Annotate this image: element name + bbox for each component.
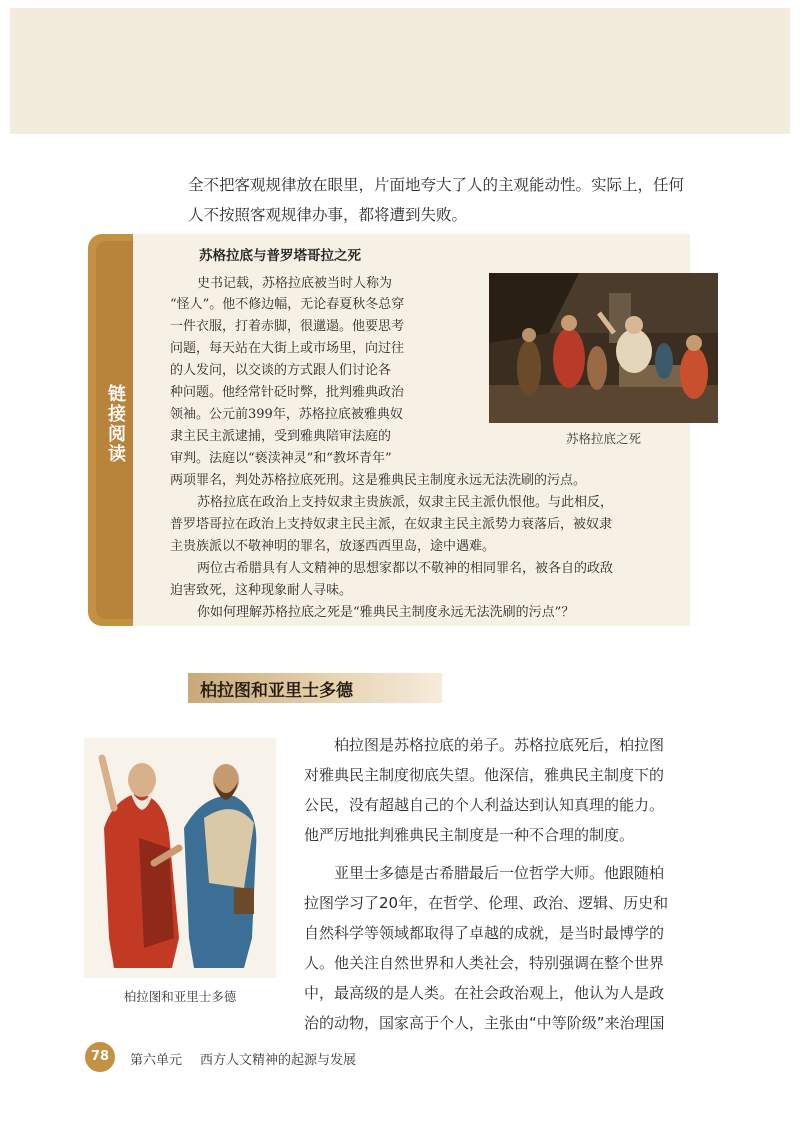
main-line: 他严厉地批判雅典民主制度是一种不合理的制度。: [304, 826, 635, 844]
main-line: 公民，没有超越自己的个人利益达到认知真理的能力。: [304, 796, 665, 814]
main-line: 中，最高级的是人类。在社会政治观上，他认为人是政: [304, 984, 665, 1002]
section-heading-text: 柏拉图和亚里士多德: [200, 681, 353, 701]
reading-line: 审判。法庭以“亵渎神灵”和“教坏青年”: [170, 451, 392, 466]
reading-line: 一件衣服，打着赤脚，很邋遢。他要思考: [170, 319, 405, 334]
main-line: 柏拉图是苏格拉底的弟子。苏格拉底死后，柏拉图: [334, 736, 665, 754]
reading-line: 的人发问，以交谈的方式跟人们讨论各: [170, 363, 392, 378]
main-line: 对雅典民主制度彻底失望。他深信，雅典民主制度下的: [304, 766, 665, 784]
figure-caption: 柏拉图和亚里士多德: [123, 989, 237, 1004]
reading-title: 苏格拉底与普罗塔哥拉之死: [199, 248, 361, 264]
reading-line: 隶主民主派逮捕，受到雅典陪审法庭的: [170, 429, 392, 444]
death-of-socrates-painting: [489, 273, 718, 423]
main-line: 人。他关注自然世界和人类社会，特别强调在整个世界: [304, 954, 665, 972]
top-band: [10, 8, 790, 134]
intro-line: 全不把客观规律放在眼里，片面地夸大了人的主观能动性。实际上，任何: [188, 176, 685, 194]
intro-line: 人不按照客观规律办事，都将遭到失败。: [188, 206, 468, 224]
footer-unit: [130, 1049, 356, 1068]
main-line: 拉图学习了20年，在哲学、伦理、政治、逻辑、历史和: [304, 894, 669, 912]
link-reading-box: [88, 234, 690, 626]
reading-line: 主贵族派以不敬神明的罪名，放逐西西里岛，途中遇难。: [170, 539, 496, 554]
main-line: 治的动物，国家高于个人，主张由“中等阶级”来治理国: [304, 1014, 665, 1032]
intro-paragraph: [188, 170, 698, 230]
painting-caption: 苏格拉底之死: [565, 431, 641, 446]
reading-line: 普罗塔哥拉在政治上支持奴隶主民主派，在奴隶主民主派势力衰落后，被奴隶: [170, 517, 613, 532]
main-line: 自然科学等领域都取得了卓越的成就，是当时最博学的: [304, 924, 665, 942]
link-reading-tab: [88, 234, 133, 626]
link-reading-body: [133, 234, 690, 626]
link-reading-label: 链接阅读: [105, 384, 126, 464]
reading-line: 种问题。他经常针砭时弊，批判雅典政治: [170, 385, 405, 400]
reading-line: 领袖。公元前399年，苏格拉底被雅典奴: [170, 407, 403, 422]
reading-line: 你如何理解苏格拉底之死是“雅典民主制度永远无法洗刷的污点”？: [197, 605, 575, 620]
plato-aristotle-image: [84, 738, 276, 978]
reading-line: 史书记载，苏格拉底被当时人称为: [197, 276, 393, 291]
main-line: 亚里士多德是古希腊最后一位哲学大师。他跟随柏: [334, 864, 665, 882]
reading-line: 两项罪名，判处苏格拉底死刑。这是雅典民主制度永远无法洗刷的污点。: [170, 473, 587, 488]
section-heading: [188, 673, 442, 703]
reading-line: 迫害致死，这种现象耐人寻味。: [170, 583, 353, 598]
unit-label: 第六单元: [130, 1053, 183, 1068]
page-number: 78: [85, 1042, 115, 1072]
unit-title: 西方人文精神的起源与发展: [200, 1053, 357, 1068]
reading-line: 苏格拉底在政治上支持奴隶主贵族派，奴隶主民主派仇恨他。与此相反，: [197, 495, 614, 510]
reading-line: 两位古希腊具有人文精神的思想家都以不敬神的相同罪名，被各自的政敌: [197, 561, 614, 576]
reading-line: “怪人”。他不修边幅，无论春夏秋冬总穿: [170, 297, 405, 312]
reading-line: 问题，每天站在大街上或市场里，向过往: [170, 341, 405, 356]
